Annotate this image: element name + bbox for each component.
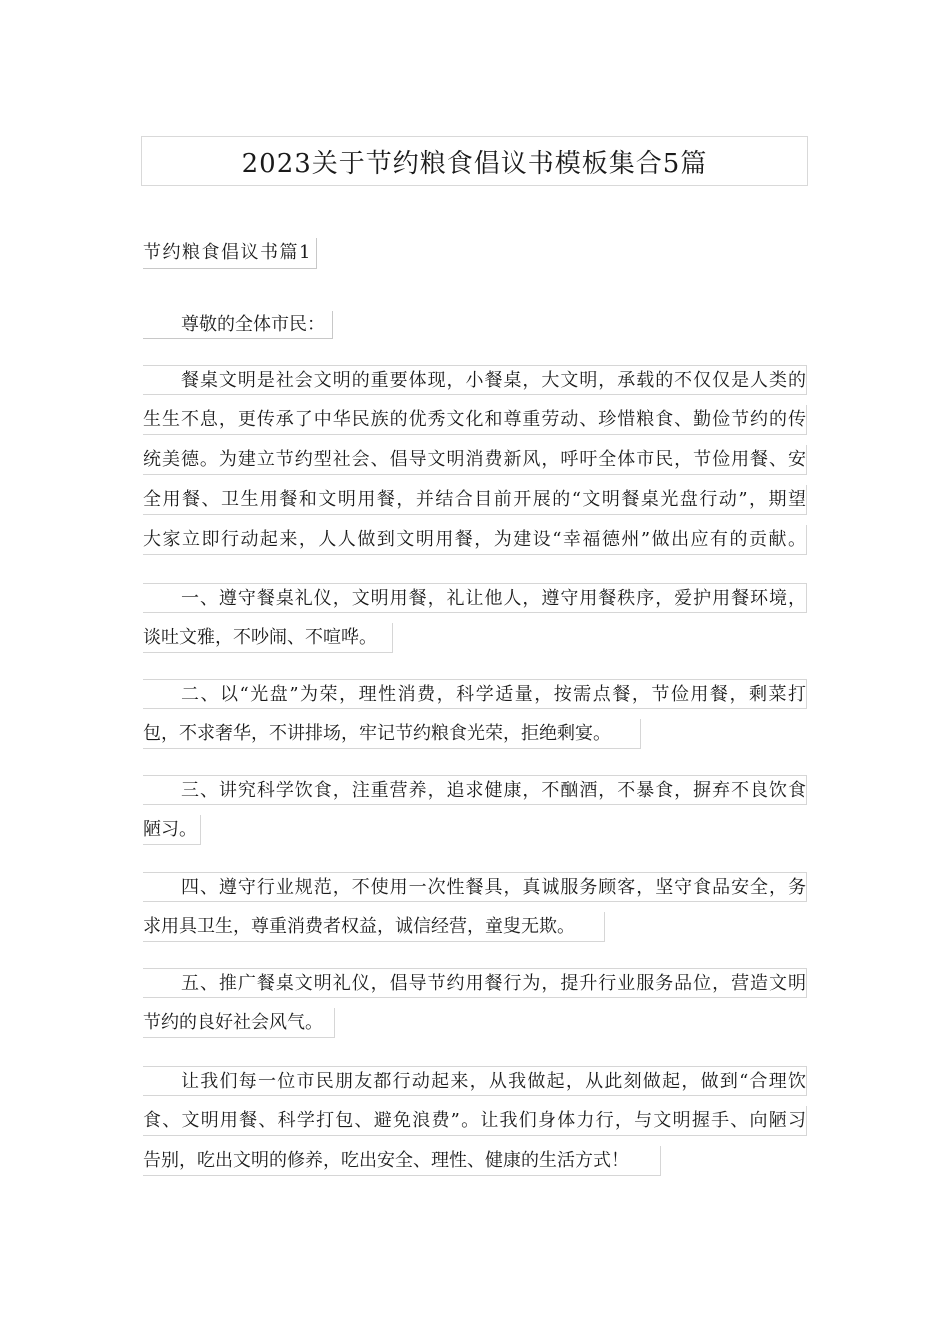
paragraph-line: 让我们每一位市民朋友都行动起来，从我做起，从此刻做起，做到“合理饮	[143, 1066, 807, 1096]
paragraph-line: 全用餐、卫生用餐和文明用餐，并结合目前开展的“文明餐桌光盘行动”，期望	[143, 485, 807, 515]
paragraph-line: 求用具卫生，尊重消费者权益，诚信经营，童叟无欺。	[143, 912, 605, 942]
salutation	[143, 311, 333, 339]
paragraph-line: 陋习。	[143, 815, 201, 845]
paragraph-line: 谈吐文雅，不吵闹、不喧哗。	[143, 623, 393, 653]
title-box	[141, 136, 808, 186]
paragraph-line: 节约的良好社会风气。	[143, 1008, 335, 1038]
paragraph-line: 统美德。为建立节约型社会、倡导文明消费新风，呼吁全体市民，节俭用餐、安	[143, 445, 807, 475]
paragraph-line: 餐桌文明是社会文明的重要体现，小餐桌，大文明，承载的不仅仅是人类的	[143, 365, 807, 395]
paragraph-line: 包，不求奢华，不讲排场，牢记节约粮食光荣，拒绝剩宴。	[143, 719, 641, 749]
section-heading: 节约粮食倡议书篇1	[143, 238, 317, 269]
paragraph-line: 告别，吃出文明的修养，吃出安全、理性、健康的生活方式！	[143, 1146, 661, 1176]
paragraph-line: 一、遵守餐桌礼仪，文明用餐，礼让他人，遵守用餐秩序，爱护用餐环境，	[143, 583, 807, 613]
salutation-text: 尊敬的全体市民：	[181, 314, 325, 335]
paragraph-line: 四、遵守行业规范，不使用一次性餐具，真诚服务顾客，坚守食品安全，务	[143, 872, 807, 902]
paragraph-line: 五、推广餐桌文明礼仪，倡导节约用餐行为，提升行业服务品位，营造文明	[143, 968, 807, 998]
paragraph-line: 食、文明用餐、科学打包、避免浪费”。让我们身体力行，与文明握手、向陋习	[143, 1106, 807, 1136]
paragraph-line: 大家立即行动起来，人人做到文明用餐，为建设“幸福德州”做出应有的贡献。	[143, 525, 807, 555]
paragraph-line: 生生不息，更传承了中华民族的优秀文化和尊重劳动、珍惜粮食、勤俭节约的传	[143, 405, 807, 435]
paragraph-line: 二、以“光盘”为荣，理性消费，科学适量，按需点餐，节俭用餐，剩菜打	[143, 679, 807, 709]
document-title: 2023关于节约粮食倡议书模板集合5篇	[241, 148, 708, 179]
paragraph-line: 三、讲究科学饮食，注重营养，追求健康，不酗酒，不暴食，摒弃不良饮食	[143, 775, 807, 805]
